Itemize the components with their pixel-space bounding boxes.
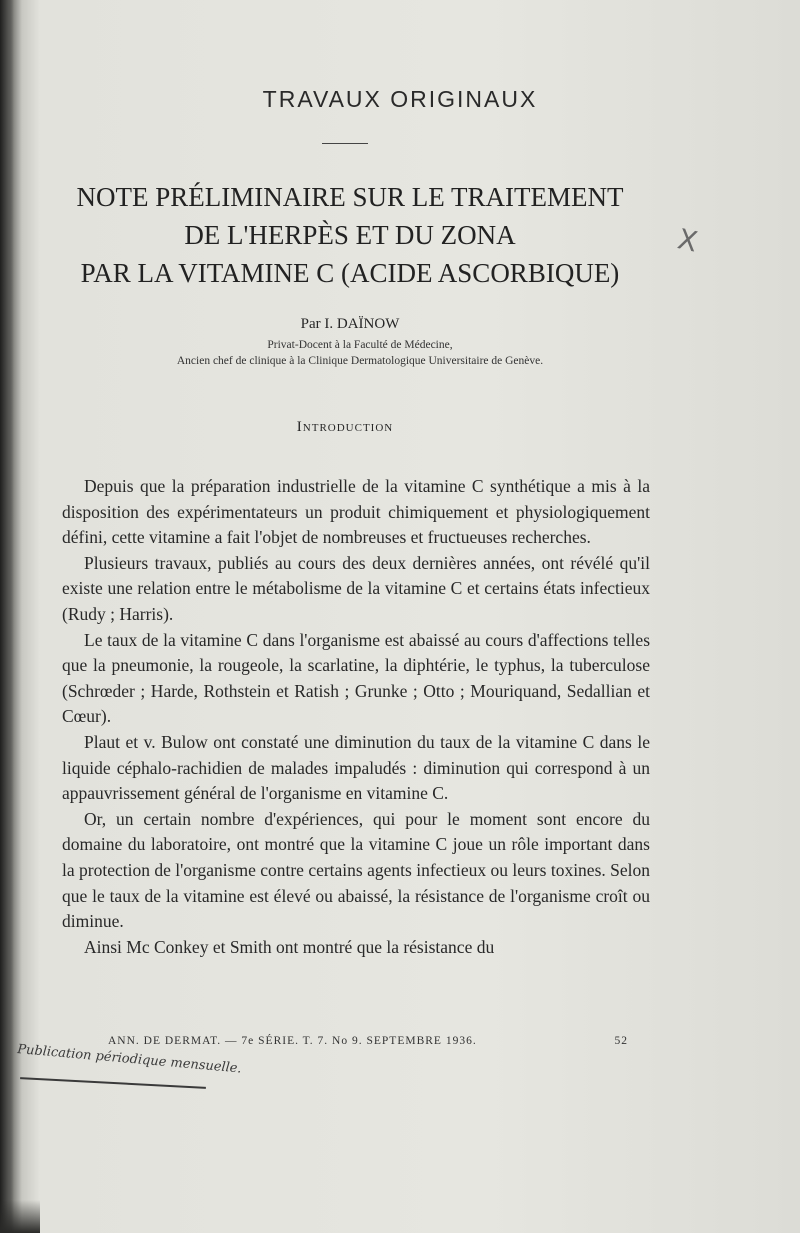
section-heading: TRAVAUX ORIGINAUX <box>262 86 538 112</box>
author-byline: Par I. DAÏNOW <box>300 316 400 332</box>
binding-shadow <box>0 0 14 1233</box>
article-title <box>60 178 640 292</box>
page-corner-shadow <box>0 1200 40 1233</box>
paragraph: Depuis que la préparation industrielle de la vitamine C synthétique a mis à la disposition des expérimentateurs un produit chimiquement et physiologiquement défini, cette vitamine a fait l'objet de nombreuses et fructueuses recherches. <box>62 476 650 548</box>
author-affiliation: Ancien chef de clinique à la Clinique Dermatologique Universitaire de Genève. <box>176 355 544 367</box>
publication-stamp: Publication périodique mensuelle. <box>16 1042 243 1077</box>
author-affiliation: Privat-Docent à la Faculté de Médecine, <box>267 339 453 351</box>
page-number: 52 <box>614 1035 628 1047</box>
intro-heading: Introduction <box>296 419 394 435</box>
paragraph: Plusieurs travaux, publiés au cours des deux dernières années, ont révélé qu'il existe une relation entre le métabolisme de la vitamine C et certains états infectieux (Rudy ; Harris). <box>62 552 650 624</box>
paragraph: Ainsi Mc Conkey et Smith ont montré que la résistance du <box>84 936 495 957</box>
handwritten-mark: X <box>674 222 701 259</box>
stamp-underline <box>20 1077 206 1089</box>
journal-citation: ANN. DE DERMAT. — 7e SÉRIE. T. 7. No 9. SEPTEMBRE 1936. <box>108 1035 477 1047</box>
title-line: NOTE PRÉLIMINAIRE SUR LE TRAITEMENT <box>76 182 624 212</box>
heading-rule <box>322 143 368 144</box>
paragraph: Plaut et v. Bulow ont constaté une diminution du taux de la vitamine C dans le liquide céphalo-rachidien de malades impaludés : diminution qui correspond à un appauvrissement général de l'organisme en vitamine C. <box>62 731 650 804</box>
title-line: DE L'HERPÈS ET DU ZONA <box>184 220 516 250</box>
page-footer <box>108 1035 628 1047</box>
paragraph: Or, un certain nombre d'expériences, qui pour le moment sont encore du domaine du laboratoire, ont montré que la vitamine C joue un rôle important dans la protection de l'organisme contre certains agents infectieux ou leurs toxines. Selon que le taux de la vitamine est élevé ou abaissé, la résistance de l'organisme croît ou diminue. <box>62 808 650 932</box>
paragraph: Le taux de la vitamine C dans l'organisme est abaissé au cours d'affections telles que la pneumonie, la rougeole, la scarlatine, la diphtérie, le typhus, la tuberculose (Schrœder ; Harde, Rothstein et Ratish ; Grunke ; Otto ; Mouriquand, Sedallian et Cœur). <box>62 629 650 727</box>
body-text <box>62 474 650 960</box>
title-line: PAR LA VITAMINE C (ACIDE ASCORBIQUE) <box>80 258 620 288</box>
